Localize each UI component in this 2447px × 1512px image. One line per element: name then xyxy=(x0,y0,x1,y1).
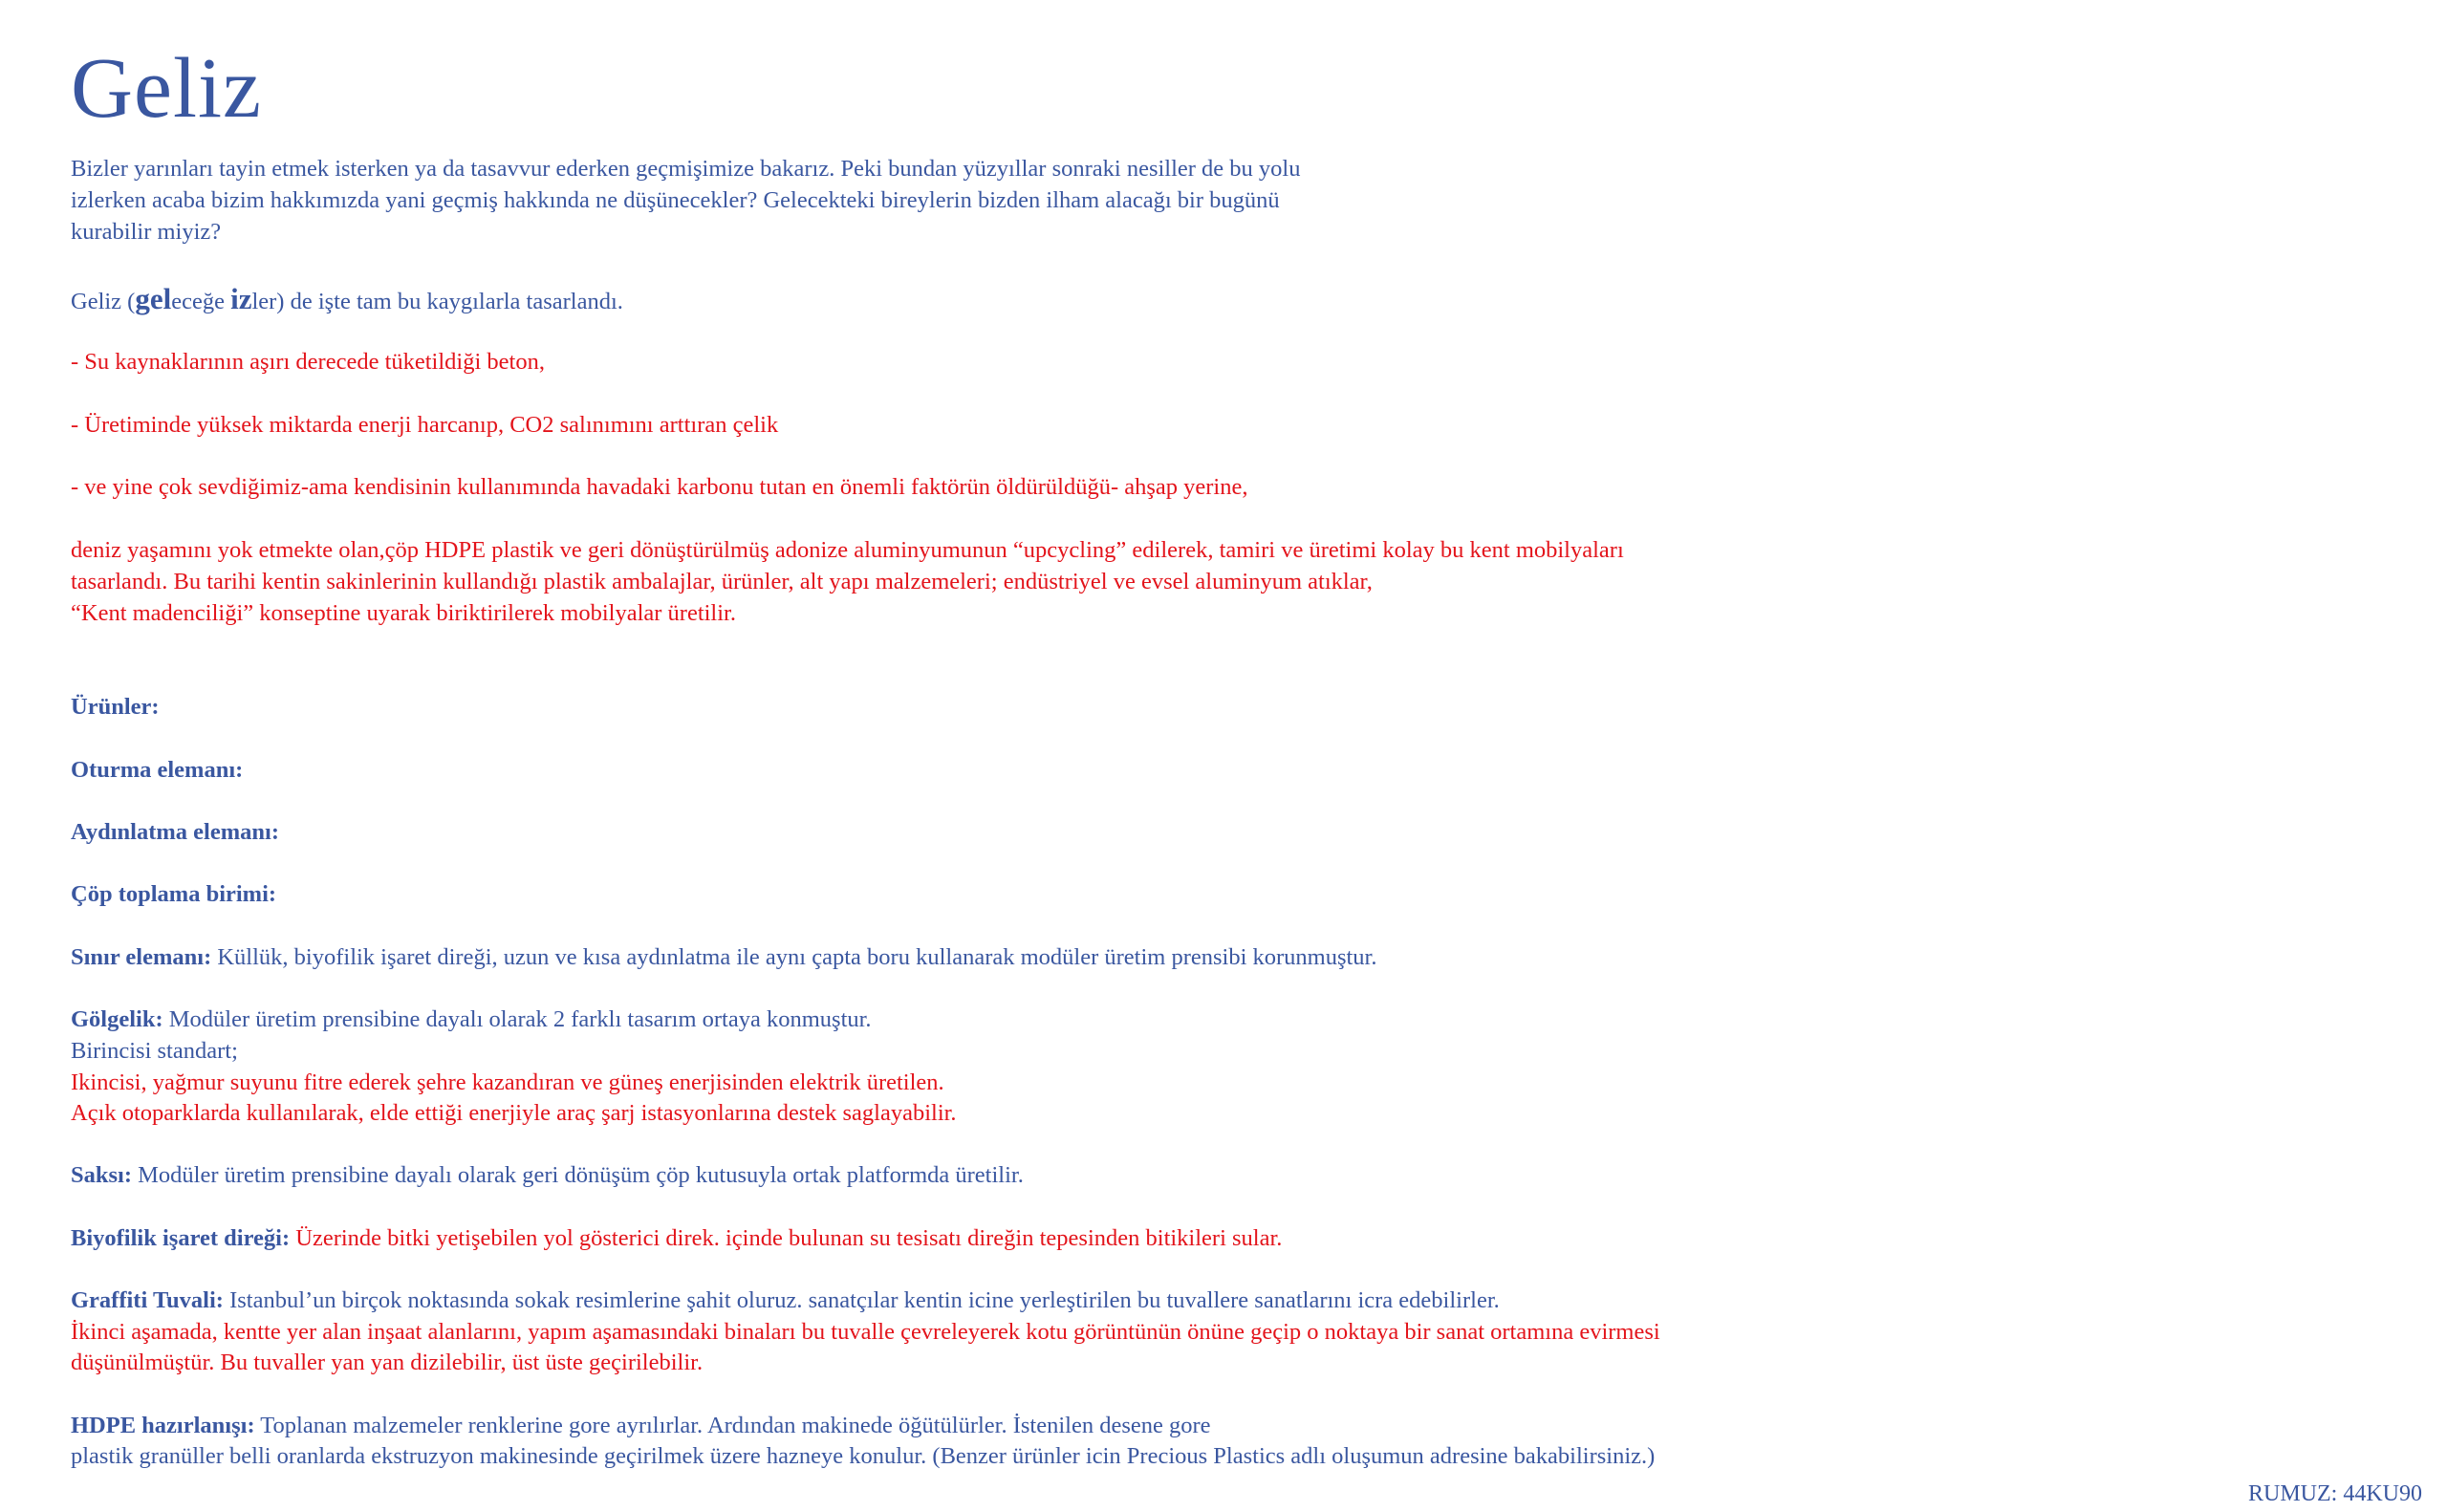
hdpe-text: Toplanan malzemeler renklerine gore ayrılırlar. Ardından makinede öğütülürler. İstenilen desene gore xyxy=(254,1413,1211,1438)
graffiti-text: Istanbul’un birçok noktasında sokak resimlerine şahit oluruz. sanatçılar kentin icine yerleştirilen bu tuvallere sanatlarını icra edebilirler. xyxy=(223,1287,1500,1313)
upcycle-line-2: tasarlandı. Bu tarihi kentin sakinlerinin kullandığı plastik ambalajlar, ürünler, alt yapı malzemeleri; endüstriyel ve evsel aluminyum atıklar, xyxy=(71,569,1373,594)
golgelik-line-2: Birincisi standart; xyxy=(71,1038,238,1064)
bullet-celik: - Üretiminde yüksek miktarda enerji harcanıp, CO2 salınımını arttıran çelik xyxy=(71,412,779,438)
intro-line-1: Bizler yarınları tayin etmek isterken ya da tasavvur ederken geçmişimize bakarız. Peki bundan yüzyıllar sonraki nesiller de bu yolu xyxy=(71,156,1301,182)
geliz-line xyxy=(71,284,623,317)
page-title: Geliz xyxy=(71,41,262,136)
heading-aydinlatma: Aydınlatma elemanı: xyxy=(71,819,279,845)
golgelik-text: Modüler üretim prensibine dayalı olarak 2 farklı tasarım ortaya konmuştur. xyxy=(162,1006,872,1032)
upcycle-line-1: deniz yaşamını yok etmekte olan,çöp HDPE plastik ve geri dönüştürülmüş adonize aluminyumunun “upcycling” edilerek, tamiri ve üretimi kolay bu kent mobilyaları xyxy=(71,537,1624,563)
heading-urunler: Ürünler: xyxy=(71,694,160,720)
graffiti-label: Graffiti Tuvali: xyxy=(71,1287,224,1313)
hdpe-label: HDPE hazırlanışı: xyxy=(71,1413,255,1438)
saksi-paragraph xyxy=(71,1160,1024,1191)
heading-oturma: Oturma elemanı: xyxy=(71,757,244,783)
saksi-text: Modüler üretim prensibine dayalı olarak geri dönüşüm çöp kutusuyla ortak platformda üretilir. xyxy=(132,1162,1024,1188)
intro-line-3: kurabilir miyiz? xyxy=(71,219,222,245)
golgelik-line-3: Ikincisi, yağmur suyunu fitre ederek şehre kazandıran ve güneş enerjisinden elektrik üretilen. xyxy=(71,1069,944,1095)
golgelik-label: Gölgelik: xyxy=(71,1006,163,1032)
intro-line-2: izlerken acaba bizim hakkımızda yani geçmiş hakkında ne düşünecekler? Gelecekteki bireylerin bizden ilham alacağı bir bugünü xyxy=(71,187,1280,213)
graffiti-paragraph xyxy=(71,1285,1500,1316)
geliz-mid: eceğe xyxy=(171,289,231,314)
graffiti-line-3: düşünülmüştür. Bu tuvaller yan yan dizilebilir, üst üste geçirilebilir. xyxy=(71,1350,704,1375)
biyofilik-paragraph xyxy=(71,1223,1282,1254)
upcycle-line-3: “Kent madenciliği” konseptine uyarak biriktirilerek mobilyalar üretilir. xyxy=(71,600,736,626)
bullet-beton: - Su kaynaklarının aşırı derecede tüketildiği beton, xyxy=(71,349,545,375)
geliz-pre: Geliz ( xyxy=(71,289,136,314)
heading-cop: Çöp toplama birimi: xyxy=(71,881,277,907)
saksi-label: Saksı: xyxy=(71,1162,133,1188)
sinir-paragraph xyxy=(71,942,1377,973)
golgelik-line-4: Açık otoparklarda kullanılarak, elde ettiği enerjiyle araç şarj istasyonlarına destek saglayabilir. xyxy=(71,1100,957,1126)
rumuz-code: RUMUZ: 44KU90 xyxy=(2247,1481,2422,1506)
biyofilik-label: Biyofilik işaret direği: xyxy=(71,1225,291,1251)
sinir-text: Küllük, biyofilik işaret direği, uzun ve kısa aydınlatma ile aynı çapta boru kullanarak modüler üretim prensibi korunmuştur. xyxy=(211,944,1377,970)
hdpe-paragraph xyxy=(71,1411,1211,1441)
golgelik-paragraph xyxy=(71,1004,872,1035)
geliz-ge-highlight: gel xyxy=(135,282,172,315)
bullet-ahsap: - ve yine çok sevdiğimiz-ama kendisinin kullanımında havadaki karbonu tutan en önemli faktörün öldürüldüğü- ahşap yerine, xyxy=(71,474,1248,500)
sinir-label: Sınır elemanı: xyxy=(71,944,212,970)
geliz-post: ler) de işte tam bu kaygılarla tasarlandı. xyxy=(251,289,623,314)
hdpe-line-2: plastik granüller belli oranlarda ekstruzyon makinesinde geçirilmek üzere hazneye konulur. (Benzer ürünler icin Precious Plastics adlı oluşumun adresine bakabilirsiniz.) xyxy=(71,1443,1656,1469)
geliz-iz-highlight: iz xyxy=(230,282,252,315)
graffiti-line-2: İkinci aşamada, kentte yer alan inşaat alanlarını, yapım aşamasındaki binaları bu tuvalle çevreleyerek kotu görüntünün önüne geçip o noktaya bir sanat ortamına evirmesi xyxy=(71,1319,1660,1345)
biyofilik-text: Üzerinde bitki yetişebilen yol gösterici direk. içinde bulunan su tesisatı direğin tepesinden bitikileri sular. xyxy=(290,1225,1283,1251)
